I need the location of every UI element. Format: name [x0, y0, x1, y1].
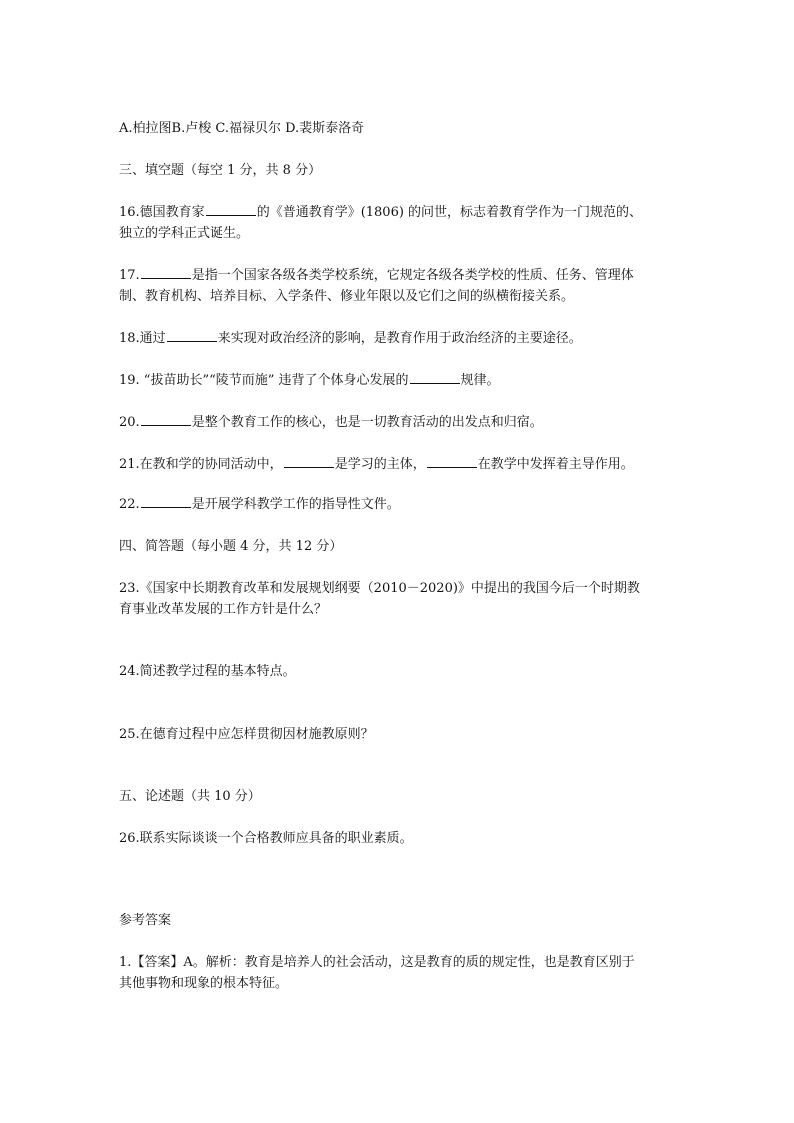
question-25: 25.在德育过程中应怎样贯彻因材施教原则？ [119, 727, 374, 742]
q22-suffix: 是开展学科教学工作的指导性文件。 [191, 497, 400, 512]
q16-continuation: 独立的学科正式诞生。 [119, 226, 250, 241]
answer-blank [141, 413, 191, 426]
answer-blank [427, 455, 477, 468]
q21-middle: 是学习的主体， [334, 457, 426, 472]
answer-blank [284, 455, 334, 468]
question-21 [119, 454, 679, 475]
question-22 [119, 494, 679, 515]
question-24: 24.简述教学过程的基本特点。 [119, 664, 296, 679]
question-18 [119, 328, 679, 349]
question-19 [119, 370, 679, 391]
q17-suffix: 是指一个国家各级各类学校系统，它规定各级各类学校的性质、任务、管理体 [191, 268, 634, 283]
question-26: 26.联系实际谈谈一个合格教师应具备的职业素质。 [119, 831, 413, 846]
question-23-line1: 23.《国家中长期教育改革和发展规划纲要（2010－2020)》中提出的我国今后一个时期教 [119, 581, 640, 596]
answers-title: 参考答案 [119, 913, 172, 928]
answer-blank [410, 371, 460, 384]
question-23-line2: 育事业改革发展的工作方针是什么？ [119, 602, 328, 617]
q19-prefix: 19. “拔苗助长”“陵节而施” 违背了个体身心发展的 [119, 373, 409, 388]
q21-prefix: 21.在教和学的协同活动中， [119, 457, 283, 472]
answer-blank [167, 329, 217, 342]
answer-1-line1: 1.【答案】A。解析：教育是培养人的社会活动，这是教育的质的规定性，也是教育区别于 [119, 955, 635, 970]
q16-suffix: 的《普通教育学》(1806) 的问世，标志着教育学作为一门规范的、 [256, 205, 643, 220]
q22-prefix: 22. [119, 497, 140, 512]
q18-prefix: 18.通过 [119, 331, 166, 346]
answer-blank [141, 266, 191, 279]
question-options-line: A.柏拉图B.卢梭 C.福禄贝尔 D.裴斯泰洛奇 [119, 121, 365, 136]
q21-suffix: 在教学中发挥着主导作用。 [477, 457, 634, 472]
q17-prefix: 17. [119, 268, 140, 283]
q16-prefix: 16.德国教育家 [119, 205, 205, 220]
answer-blank [206, 203, 256, 216]
q20-suffix: 是整个教育工作的核心，也是一切教育活动的出发点和归宿。 [191, 415, 543, 430]
q18-suffix: 来实现对政治经济的影响，是教育作用于政治经济的主要途径。 [217, 331, 582, 346]
answer-1-line2: 其他事物和现象的根本特征。 [119, 976, 289, 991]
q19-suffix: 规律。 [460, 373, 500, 388]
answer-blank [141, 495, 191, 508]
section-essay-title: 五、论述题（共 10 分） [119, 789, 261, 804]
question-20 [119, 412, 679, 433]
section-fill-in-title: 三、填空题（每空 1 分，共 8 分） [119, 163, 322, 178]
q17-continuation: 制、教育机构、培养目标、入学条件、修业年限以及它们之间的纵横衔接关系。 [119, 289, 575, 304]
q20-prefix: 20. [119, 415, 140, 430]
section-short-answer-title: 四、简答题（每小题 4 分，共 12 分） [119, 539, 343, 554]
